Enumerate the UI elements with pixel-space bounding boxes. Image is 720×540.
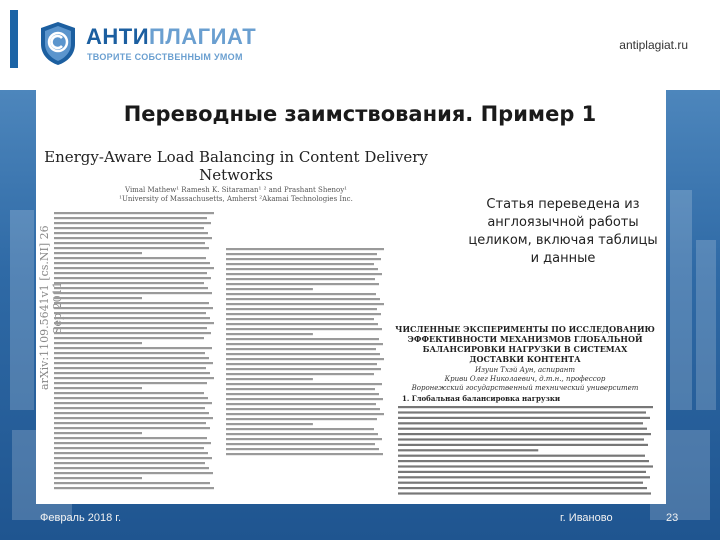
text-line [226, 423, 313, 425]
text-line [54, 457, 212, 459]
text-line [226, 393, 379, 395]
text-line [54, 417, 213, 419]
text-line [54, 212, 214, 214]
english-text-column-left [54, 210, 254, 492]
text-line [226, 428, 374, 430]
text-line [398, 433, 651, 435]
shield-logo-icon [38, 20, 78, 66]
text-line [54, 447, 204, 449]
page-number: 23 [666, 512, 679, 524]
russian-article-heading: ЧИСЛЕННЫЕ ЭКСПЕРИМЕНТЫ ПО ИССЛЕДОВАНИЮ ЭФФЕКТИВНОСТИ МЕХАНИЗМОВ ГЛОБАЛЬНОЙ БАЛАНСИРОВКИ НАГРУЗКИ В СИСТЕМАХ ДОСТАВКИ КОНТЕНТА [395, 324, 655, 364]
text-line [226, 263, 374, 265]
text-line [226, 328, 382, 330]
text-line [54, 467, 209, 469]
text-line [54, 477, 142, 479]
text-line [54, 352, 205, 354]
text-line [226, 353, 380, 355]
text-line [398, 428, 647, 430]
text-line [54, 302, 209, 304]
text-line [398, 492, 651, 494]
text-line [226, 448, 379, 450]
text-line [226, 343, 383, 345]
text-line [54, 407, 205, 409]
text-line [398, 465, 653, 467]
text-line [226, 253, 377, 255]
text-line [54, 412, 209, 414]
text-line [54, 282, 204, 284]
text-line [54, 372, 210, 374]
site-link[interactable]: antiplagiat.ru [619, 38, 688, 52]
text-line [226, 443, 375, 445]
text-line [54, 322, 214, 324]
text-line [226, 338, 379, 340]
text-line [226, 258, 381, 260]
text-line [398, 482, 643, 484]
text-line [226, 398, 383, 400]
text-line [54, 292, 212, 294]
text-line [226, 308, 377, 310]
english-text-column-right [226, 188, 396, 468]
text-line [54, 222, 211, 224]
text-line [226, 333, 313, 335]
text-line [226, 298, 380, 300]
text-line [226, 373, 374, 375]
text-line [398, 438, 644, 440]
text-line [54, 442, 211, 444]
text-line [54, 272, 207, 274]
text-line [226, 408, 380, 410]
paper-author-names: Vimal Mathew¹ Ramesh K. Sitaraman¹ ² and Prashant Shenoy¹ [125, 186, 347, 194]
text-line [54, 427, 210, 429]
text-line [226, 378, 313, 380]
translation-note: Статья переведена из англоязычной работы целиком, включая таблицы и данные [468, 197, 658, 266]
text-line [54, 387, 142, 389]
header [0, 0, 720, 90]
text-line [226, 283, 379, 285]
text-line [398, 487, 647, 489]
text-line [226, 278, 375, 280]
text-line [226, 303, 384, 305]
text-line [54, 362, 213, 364]
text-line [226, 388, 375, 390]
text-line [54, 217, 207, 219]
text-line [226, 323, 378, 325]
text-line [226, 453, 383, 455]
text-line [226, 273, 382, 275]
accent-bar [10, 10, 18, 68]
footer-city: г. Иваново [560, 512, 613, 524]
text-line [226, 363, 377, 365]
text-line [398, 471, 646, 473]
text-line [54, 232, 208, 234]
text-line [54, 332, 211, 334]
paper-image [36, 138, 666, 504]
text-line [226, 293, 376, 295]
text-line [226, 418, 377, 420]
text-line [54, 347, 212, 349]
text-line [54, 397, 208, 399]
text-line [226, 433, 378, 435]
russian-article-authors: Изуин Тхэй Аун, аспирант Криви Олег Николаевич, д.т.н., профессор Воронежский государственный технический университет [411, 366, 639, 392]
text-line [398, 476, 650, 478]
text-line [398, 444, 648, 446]
text-line [54, 402, 212, 404]
text-line [54, 452, 208, 454]
text-line [398, 422, 643, 424]
text-line [54, 487, 214, 489]
text-line [54, 367, 206, 369]
text-line [54, 432, 142, 434]
text-line [54, 267, 214, 269]
text-line [54, 472, 213, 474]
text-line [226, 318, 374, 320]
arxiv-stamp: arXiv:1109.5641v1 [cs.NI] 26 2011 [38, 225, 64, 391]
text-line [226, 358, 384, 360]
logo-tagline: ТВОРИТЕ СОБСТВЕННЫМ УМОМ [87, 52, 243, 62]
text-line [398, 455, 645, 457]
text-line [226, 348, 376, 350]
text-line [54, 337, 204, 339]
text-line [398, 449, 538, 451]
text-line [226, 403, 376, 405]
text-line [226, 288, 313, 290]
text-line [54, 462, 205, 464]
text-line [398, 417, 650, 419]
text-line [54, 247, 209, 249]
slide-title: Переводные заимствования. Пример 1 [123, 102, 597, 126]
text-line [54, 357, 209, 359]
text-line [54, 287, 208, 289]
text-line [398, 406, 653, 408]
text-line [54, 277, 211, 279]
text-line [226, 268, 378, 270]
text-line [54, 257, 206, 259]
text-line [398, 411, 646, 413]
text-line [54, 312, 206, 314]
text-line [54, 482, 210, 484]
paper-title: Energy-Aware Load Balancing in Content Delivery Networks [44, 148, 428, 184]
text-line [398, 460, 649, 462]
text-line [226, 313, 381, 315]
text-line [54, 262, 210, 264]
text-line [54, 382, 207, 384]
text-line [54, 342, 142, 344]
text-line [54, 227, 204, 229]
text-line [54, 377, 214, 379]
text-line [226, 383, 382, 385]
text-line [54, 437, 207, 439]
text-line [226, 368, 381, 370]
text-line [54, 317, 210, 319]
text-line [54, 252, 142, 254]
text-line [54, 392, 204, 394]
text-line [54, 297, 142, 299]
text-line [226, 248, 384, 250]
logo-wordmark: АНТИПЛАГИАТ [86, 24, 257, 49]
text-line [54, 422, 206, 424]
text-line [226, 438, 382, 440]
text-line [54, 307, 213, 309]
text-line [226, 413, 384, 415]
footer-date: Февраль 2018 г. [40, 512, 122, 524]
russian-section-heading: 1. Глобальная балансировка нагрузки [402, 394, 561, 403]
text-line [54, 242, 205, 244]
russian-text-block [398, 404, 660, 498]
text-line [54, 327, 207, 329]
text-line [54, 237, 212, 239]
paper-affiliation: ¹University of Massachusetts, Amherst ²Akamai Technologies Inc. [119, 195, 353, 203]
antiplagiat-logo[interactable] [38, 20, 268, 70]
